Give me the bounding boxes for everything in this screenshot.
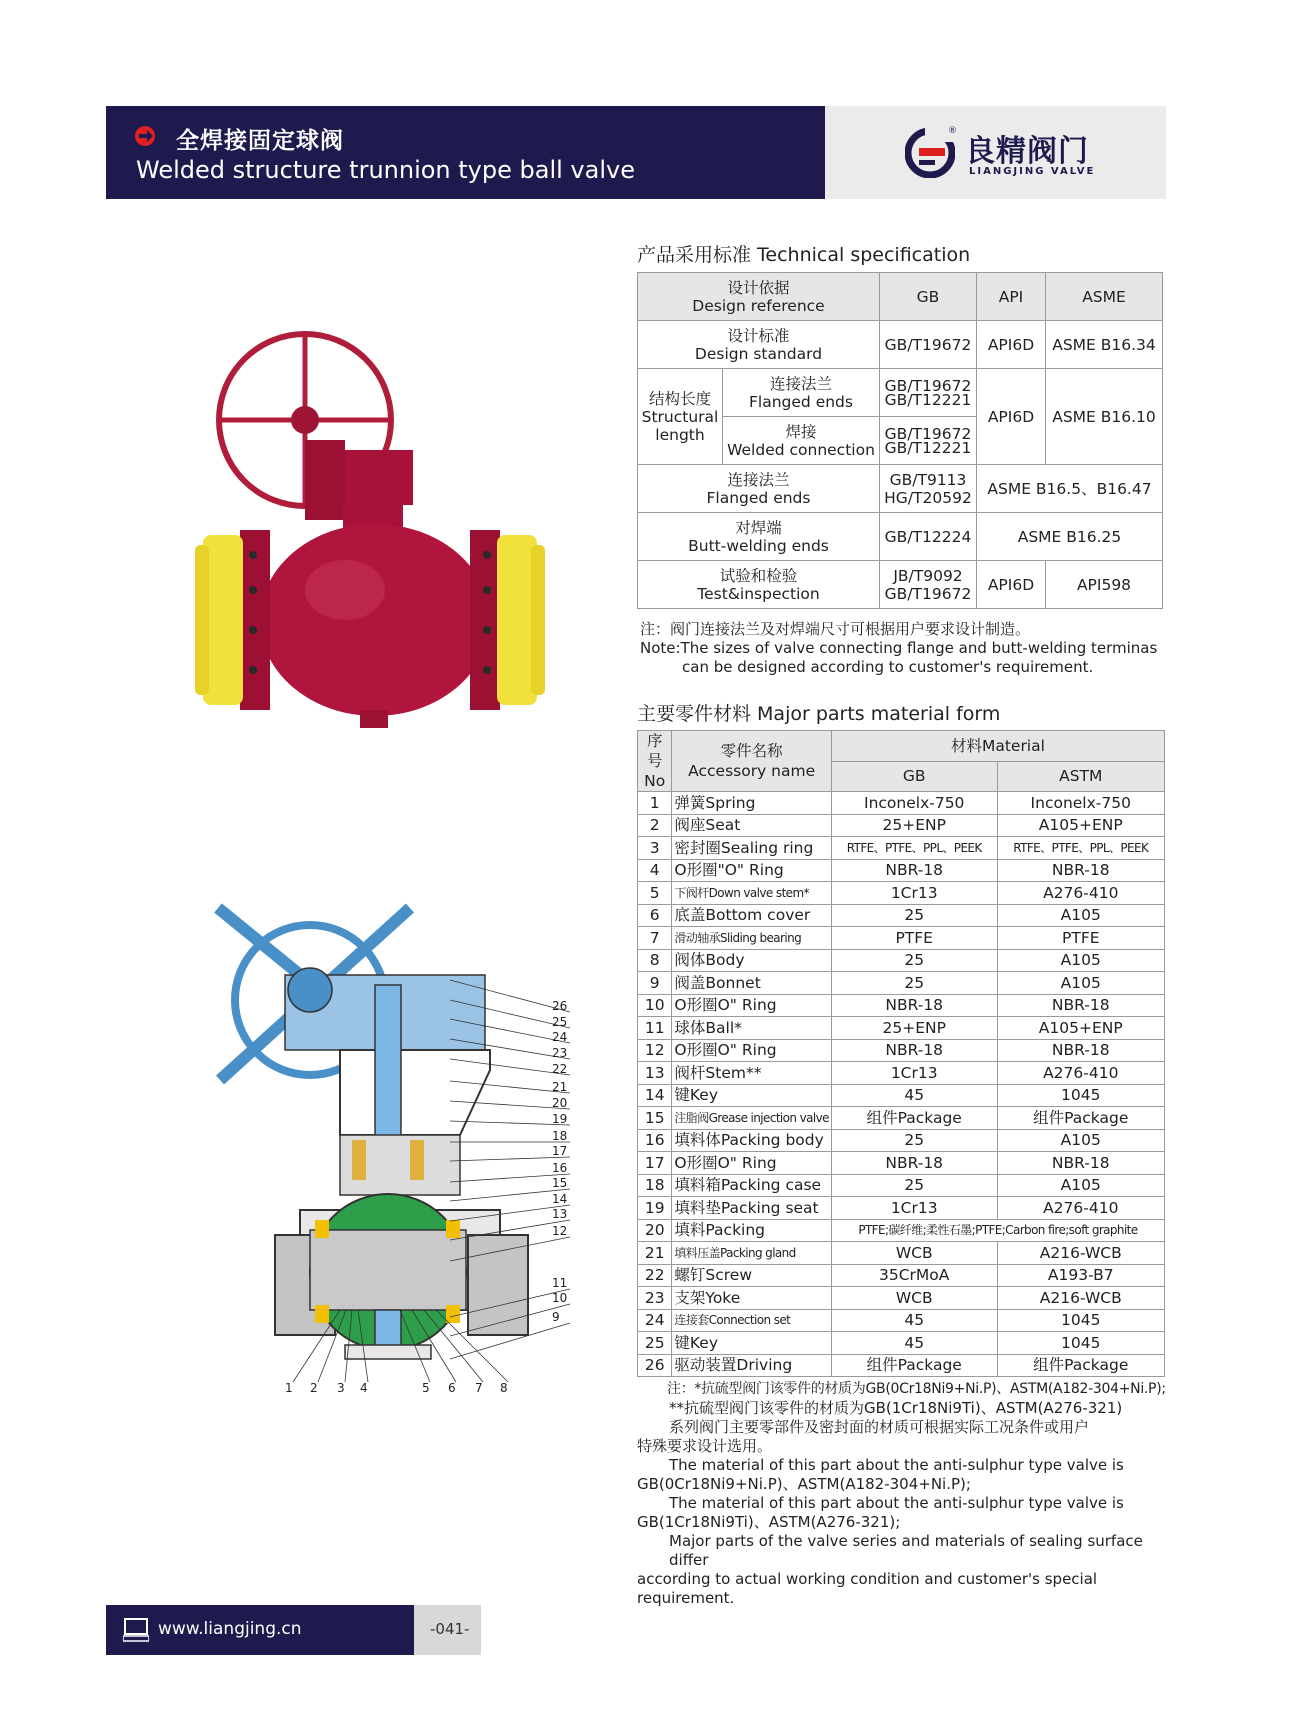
callout-label: 2	[310, 1381, 318, 1395]
table-row	[638, 859, 1165, 882]
callout-label: 13	[552, 1207, 568, 1221]
part-name: 填料Packing	[672, 1219, 831, 1242]
part-name: 阀盖Bonnet	[672, 972, 831, 995]
part-name: O形圈O" Ring	[672, 1039, 831, 1062]
part-name: 下阀杆Down valve stem*	[672, 882, 831, 905]
parts-table	[637, 730, 1165, 1377]
callout-label: 1	[285, 1381, 293, 1395]
part-name: 填料体Packing body	[672, 1129, 831, 1152]
part-astm: NBR-18	[997, 1152, 1164, 1175]
part-gb: 25	[831, 1174, 997, 1197]
spec-struct-label: 结构长度 Structural length	[638, 369, 723, 465]
spec-test-asme: API598	[1046, 561, 1163, 609]
part-gb: 25+ENP	[831, 814, 997, 837]
part-gb: RTFE、PTFE、PPL、PEEK	[831, 837, 997, 860]
table-row	[638, 1062, 1165, 1085]
part-gb: 1Cr13	[831, 1062, 997, 1085]
spec-table	[637, 272, 1163, 609]
table-row	[638, 837, 1165, 860]
table-row	[638, 1107, 1165, 1130]
part-no: 25	[638, 1332, 672, 1355]
part-astm: PTFE	[997, 927, 1164, 950]
part-no: 18	[638, 1174, 672, 1197]
part-gb: 25	[831, 904, 997, 927]
part-astm: A105+ENP	[997, 1017, 1164, 1040]
part-astm: A105	[997, 1174, 1164, 1197]
part-astm: A276-410	[997, 882, 1164, 905]
spec-struct-weld: 焊接 Welded connection	[723, 417, 880, 465]
part-name: O形圈"O" Ring	[672, 859, 831, 882]
spec-struct-flange: 连接法兰 Flanged ends	[723, 369, 880, 417]
spec-butt-gb: GB/T12224	[880, 513, 977, 561]
part-name: 阀座Seat	[672, 814, 831, 837]
table-row	[638, 972, 1165, 995]
brand-box	[825, 106, 1166, 199]
valve-sectional-drawing	[200, 890, 600, 1400]
part-name: 驱动装置Driving	[672, 1354, 831, 1377]
parts-head-name: 零件名称 Accessory name	[672, 731, 831, 792]
callout-label: 9	[552, 1310, 560, 1324]
spec-flanged-asme: ASME B16.5、B16.47	[977, 465, 1163, 513]
part-name: 注脂阀Grease injection valve	[672, 1107, 831, 1130]
callout-label: 25	[552, 1015, 568, 1029]
part-astm: NBR-18	[997, 994, 1164, 1017]
part-no: 26	[638, 1354, 672, 1377]
part-astm: NBR-18	[997, 859, 1164, 882]
callout-label: 20	[552, 1096, 568, 1110]
part-material: PTFE;碳纤维;柔性石墨;PTFE;Carbon fire;soft graphite	[831, 1219, 1164, 1242]
part-name: 键Key	[672, 1084, 831, 1107]
table-row	[638, 949, 1165, 972]
callout-label: 14	[552, 1192, 568, 1206]
callout-label: 18	[552, 1129, 568, 1143]
part-no: 21	[638, 1242, 672, 1265]
parts-title: 主要零件材料 Major parts material form	[637, 703, 1001, 725]
part-gb: 25	[831, 949, 997, 972]
part-no: 10	[638, 994, 672, 1017]
spec-note: 注：阀门连接法兰及对焊端尺寸可根据用户要求设计制造。 Note:The sizes of valve connecting flange and butt-welding terminas can be designed according to customer's requirement.	[640, 620, 1158, 676]
table-row	[638, 1084, 1165, 1107]
arrow-icon	[134, 125, 156, 147]
part-no: 22	[638, 1264, 672, 1287]
page-header	[106, 106, 825, 199]
part-astm: A193-B7	[997, 1264, 1164, 1287]
part-name: 键Key	[672, 1332, 831, 1355]
part-astm: A105	[997, 904, 1164, 927]
table-row	[638, 1197, 1165, 1220]
part-no: 19	[638, 1197, 672, 1220]
table-row	[638, 1219, 1165, 1242]
part-gb: WCB	[831, 1287, 997, 1310]
spec-title: 产品采用标准 Technical specification	[637, 244, 971, 266]
table-row	[638, 904, 1165, 927]
part-no: 11	[638, 1017, 672, 1040]
spec-head-asme: ASME	[1046, 273, 1163, 321]
callout-label: 21	[552, 1080, 568, 1094]
table-row	[638, 1174, 1165, 1197]
part-no: 2	[638, 814, 672, 837]
callout-label: 4	[360, 1381, 368, 1395]
part-name: 阀杆Stem**	[672, 1062, 831, 1085]
spec-struct-flange-gb: GB/T19672 GB/T12221	[880, 369, 977, 417]
callout-label: 11	[552, 1276, 568, 1290]
spec-head-ref: 设计依据 Design reference	[638, 273, 880, 321]
callout-label: 6	[448, 1381, 456, 1395]
part-name: 底盖Bottom cover	[672, 904, 831, 927]
part-astm: NBR-18	[997, 1039, 1164, 1062]
spec-test-gb: JB/T9092 GB/T19672	[880, 561, 977, 609]
callout-label: 8	[500, 1381, 508, 1395]
part-name: 填料压盖Packing gland	[672, 1242, 831, 1265]
brand-name-zh: 良精阀门	[965, 134, 1089, 169]
part-gb: 1Cr13	[831, 882, 997, 905]
part-gb: NBR-18	[831, 859, 997, 882]
spec-struct-weld-gb: GB/T19672 GB/T12221	[880, 417, 977, 465]
table-row	[638, 1152, 1165, 1175]
part-gb: PTFE	[831, 927, 997, 950]
callout-label: 19	[552, 1112, 568, 1126]
callout-label: 7	[475, 1381, 483, 1395]
part-gb: 1Cr13	[831, 1197, 997, 1220]
table-row	[638, 1242, 1165, 1265]
table-row	[638, 927, 1165, 950]
part-astm: A105	[997, 1129, 1164, 1152]
table-row	[638, 1354, 1165, 1377]
table-row	[638, 1332, 1165, 1355]
table-row	[638, 1264, 1165, 1287]
part-gb: NBR-18	[831, 1039, 997, 1062]
part-name: O形圈O" Ring	[672, 994, 831, 1017]
brand-name-en: LIANGJING VALVE	[969, 166, 1096, 177]
part-no: 4	[638, 859, 672, 882]
part-name: O形圈O" Ring	[672, 1152, 831, 1175]
spec-butt-asme: ASME B16.25	[977, 513, 1163, 561]
spec-head-api: API	[977, 273, 1046, 321]
part-name: 连接套Connection set	[672, 1309, 831, 1332]
part-name: 填料垫Packing seat	[672, 1197, 831, 1220]
part-astm: 1045	[997, 1084, 1164, 1107]
part-astm: 1045	[997, 1309, 1164, 1332]
part-no: 3	[638, 837, 672, 860]
part-no: 12	[638, 1039, 672, 1062]
part-no: 14	[638, 1084, 672, 1107]
spec-struct-api: API6D	[977, 369, 1046, 465]
parts-head-gb: GB	[831, 761, 997, 792]
part-gb: 45	[831, 1084, 997, 1107]
page-number-box	[414, 1605, 481, 1655]
table-row	[638, 792, 1165, 815]
spec-butt-label: 对焊端 Butt-welding ends	[638, 513, 880, 561]
part-astm: A105	[997, 972, 1164, 995]
part-astm: 1045	[997, 1332, 1164, 1355]
spec-design-asme: ASME B16.34	[1046, 321, 1163, 369]
callout-label: 26	[552, 999, 568, 1013]
callout-label: 3	[337, 1381, 345, 1395]
spec-test-label: 试验和检验 Test&inspection	[638, 561, 880, 609]
part-astm: A216-WCB	[997, 1287, 1164, 1310]
spec-design-label: 设计标准 Design standard	[638, 321, 880, 369]
callout-label: 12	[552, 1224, 568, 1238]
spec-design-gb: GB/T19672	[880, 321, 977, 369]
parts-head-astm: ASTM	[997, 761, 1164, 792]
part-name: 螺钉Screw	[672, 1264, 831, 1287]
callout-label: 23	[552, 1046, 568, 1060]
part-gb: 25+ENP	[831, 1017, 997, 1040]
callout-label: 10	[552, 1291, 568, 1305]
part-astm: A105	[997, 949, 1164, 972]
callout-label: 5	[422, 1381, 430, 1395]
part-gb: Inconelx-750	[831, 792, 997, 815]
part-no: 6	[638, 904, 672, 927]
part-no: 9	[638, 972, 672, 995]
part-no: 20	[638, 1219, 672, 1242]
part-astm: 组件Package	[997, 1354, 1164, 1377]
spec-struct-asme: ASME B16.10	[1046, 369, 1163, 465]
part-no: 15	[638, 1107, 672, 1130]
title-zh: 全焊接固定球阀	[176, 128, 344, 154]
part-gb: WCB	[831, 1242, 997, 1265]
part-no: 8	[638, 949, 672, 972]
part-astm: A276-410	[997, 1197, 1164, 1220]
table-row	[638, 1129, 1165, 1152]
table-row	[638, 1309, 1165, 1332]
valve-photo	[195, 330, 575, 730]
part-astm: Inconelx-750	[997, 792, 1164, 815]
part-no: 7	[638, 927, 672, 950]
part-astm: A276-410	[997, 1062, 1164, 1085]
spec-flanged-gb: GB/T9113 HG/T20592	[880, 465, 977, 513]
website-link[interactable]: www.liangjing.cn	[158, 1619, 302, 1639]
part-name: 密封圈Sealing ring	[672, 837, 831, 860]
callout-label: 24	[552, 1030, 568, 1044]
spec-head-gb: GB	[880, 273, 977, 321]
part-gb: 45	[831, 1332, 997, 1355]
registered-mark: ®	[948, 126, 957, 136]
part-no: 17	[638, 1152, 672, 1175]
part-no: 1	[638, 792, 672, 815]
parts-note: 注：*抗硫型阀门该零件的材质为GB(0Cr18Ni9+Ni.P)、ASTM(A182-304+Ni.P); **抗硫型阀门该零件的材质为GB(1Cr18Ni9Ti)、ASTM(A276-321) 系列阀门主要零部件及密封面的材质可根据实际工况条件或用户 特殊要求设计选用。 The material of this part about the anti-sulphur type valve is GB(0Cr18Ni9+Ni.P)、ASTM(A182-304+Ni.P); The material of this part about the anti-sulphur type valve is GB(1Cr18Ni9Ti)、ASTM(A276-321); Major parts of the valve series and materials of sealing surface differ according to actual working condition and customer's special requirement.	[637, 1381, 1166, 1607]
part-gb: 35CrMoA	[831, 1264, 997, 1287]
part-gb: 45	[831, 1309, 997, 1332]
page-number: -041-	[430, 1620, 470, 1638]
table-row	[638, 882, 1165, 905]
part-gb: NBR-18	[831, 1152, 997, 1175]
part-gb: 组件Package	[831, 1354, 997, 1377]
part-astm: 组件Package	[997, 1107, 1164, 1130]
part-name: 弹簧Spring	[672, 792, 831, 815]
part-gb: NBR-18	[831, 994, 997, 1017]
callout-label: 22	[552, 1062, 568, 1076]
table-row	[638, 814, 1165, 837]
title-en: Welded structure trunnion type ball valve	[136, 156, 635, 184]
callout-label: 17	[552, 1144, 568, 1158]
part-no: 23	[638, 1287, 672, 1310]
parts-head-material: 材料Material	[831, 731, 1164, 762]
table-row	[638, 1039, 1165, 1062]
table-row	[638, 994, 1165, 1017]
part-astm: A216-WCB	[997, 1242, 1164, 1265]
spec-design-api: API6D	[977, 321, 1046, 369]
table-row	[638, 1017, 1165, 1040]
table-row	[638, 1287, 1165, 1310]
callout-label: 15	[552, 1176, 568, 1190]
part-name: 阀体Body	[672, 949, 831, 972]
spec-test-api: API6D	[977, 561, 1046, 609]
callout-label: 16	[552, 1161, 568, 1175]
part-name: 填料箱Packing case	[672, 1174, 831, 1197]
part-gb: 25	[831, 972, 997, 995]
part-astm: RTFE、PTFE、PPL、PEEK	[997, 837, 1164, 860]
part-no: 16	[638, 1129, 672, 1152]
computer-icon	[123, 1618, 149, 1642]
part-no: 24	[638, 1309, 672, 1332]
part-name: 球体Ball*	[672, 1017, 831, 1040]
part-gb: 25	[831, 1129, 997, 1152]
spec-flanged-label: 连接法兰 Flanged ends	[638, 465, 880, 513]
parts-head-no: 序号 No	[638, 731, 672, 792]
part-gb: 组件Package	[831, 1107, 997, 1130]
part-no: 5	[638, 882, 672, 905]
footer-bar	[106, 1605, 414, 1655]
part-no: 13	[638, 1062, 672, 1085]
part-name: 支架Yoke	[672, 1287, 831, 1310]
part-name: 滑动轴承Sliding bearing	[672, 927, 831, 950]
part-astm: A105+ENP	[997, 814, 1164, 837]
